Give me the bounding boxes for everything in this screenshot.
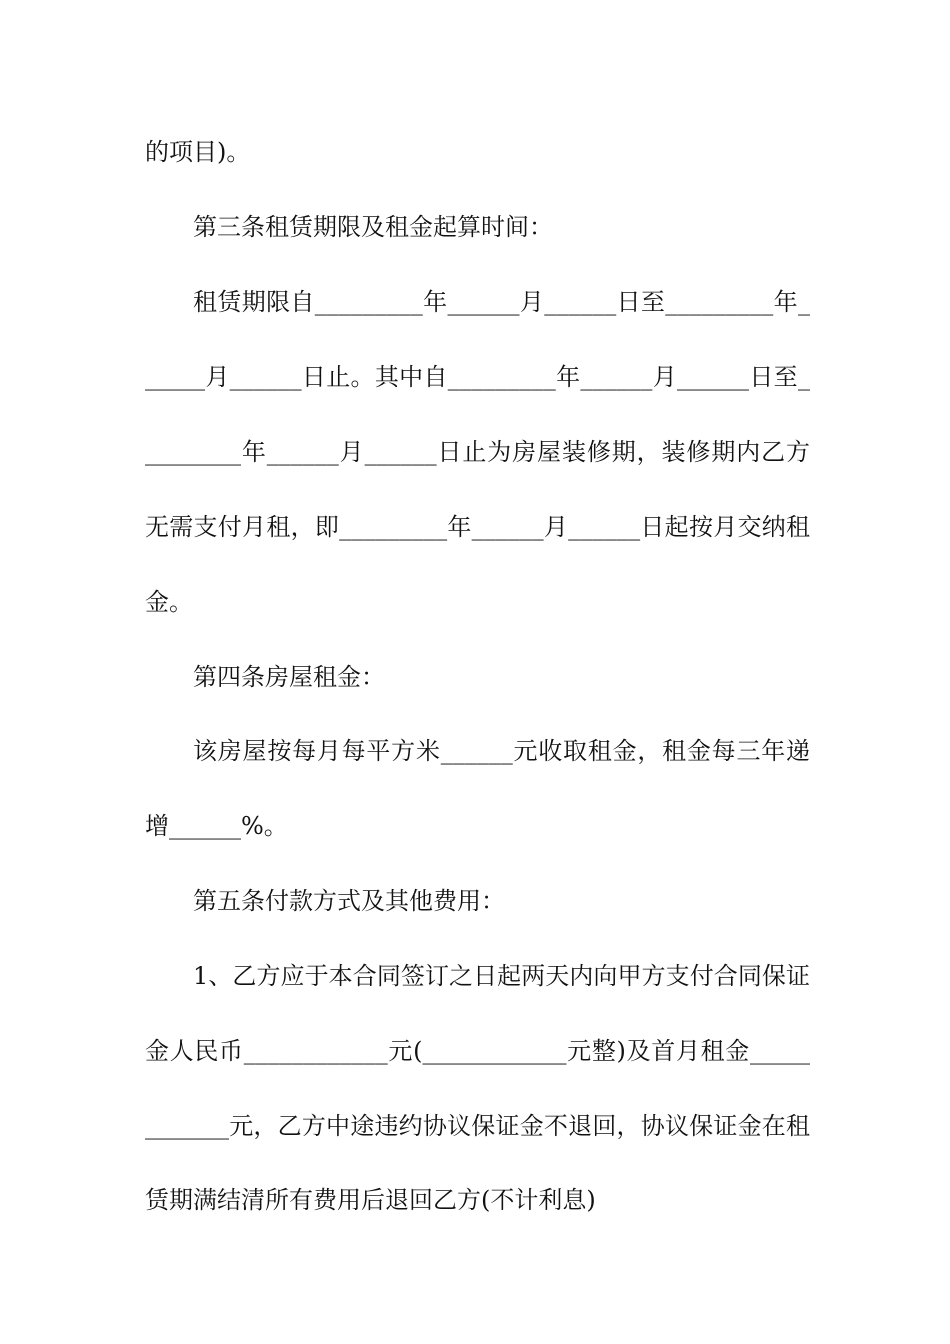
payment-line-3: _______元，乙方中途违约协议保证金不退回，协议保证金在租 bbox=[145, 1112, 810, 1140]
lease-term-line-4: 无需支付月租，即_________年______月______日起按月交纳租 bbox=[145, 513, 810, 541]
payment-line-4: 赁期满结清所有费用后退回乙方(不计利息) bbox=[145, 1186, 596, 1214]
lease-term-line-5: 金。 bbox=[145, 588, 193, 616]
lease-term-line-2: _____月______日止。其中自_________年______月______日至_ bbox=[145, 363, 810, 391]
lease-term-line-1: 租赁期限自_________年______月______日至_________年_ bbox=[193, 288, 810, 316]
payment-line-1: 1、乙方应于本合同签订之日起两天内向甲方支付合同保证 bbox=[193, 962, 810, 990]
rent-line-1: 该房屋按每月每平方米______元收取租金，租金每三年递 bbox=[193, 737, 810, 765]
rent-line-2: 增______%。 bbox=[145, 812, 288, 840]
text-line-project-end: 的项目)。 bbox=[145, 138, 251, 166]
payment-line-2: 金人民币____________元(____________元整)及首月租金_____ bbox=[145, 1037, 810, 1065]
article-3-heading: 第三条租赁期限及租金起算时间： bbox=[193, 213, 553, 241]
article-4-heading: 第四条房屋租金： bbox=[193, 663, 385, 691]
lease-term-line-3: ________年______月______日止为房屋装修期，装修期内乙方 bbox=[145, 438, 810, 466]
article-5-heading: 第五条付款方式及其他费用： bbox=[193, 887, 505, 915]
